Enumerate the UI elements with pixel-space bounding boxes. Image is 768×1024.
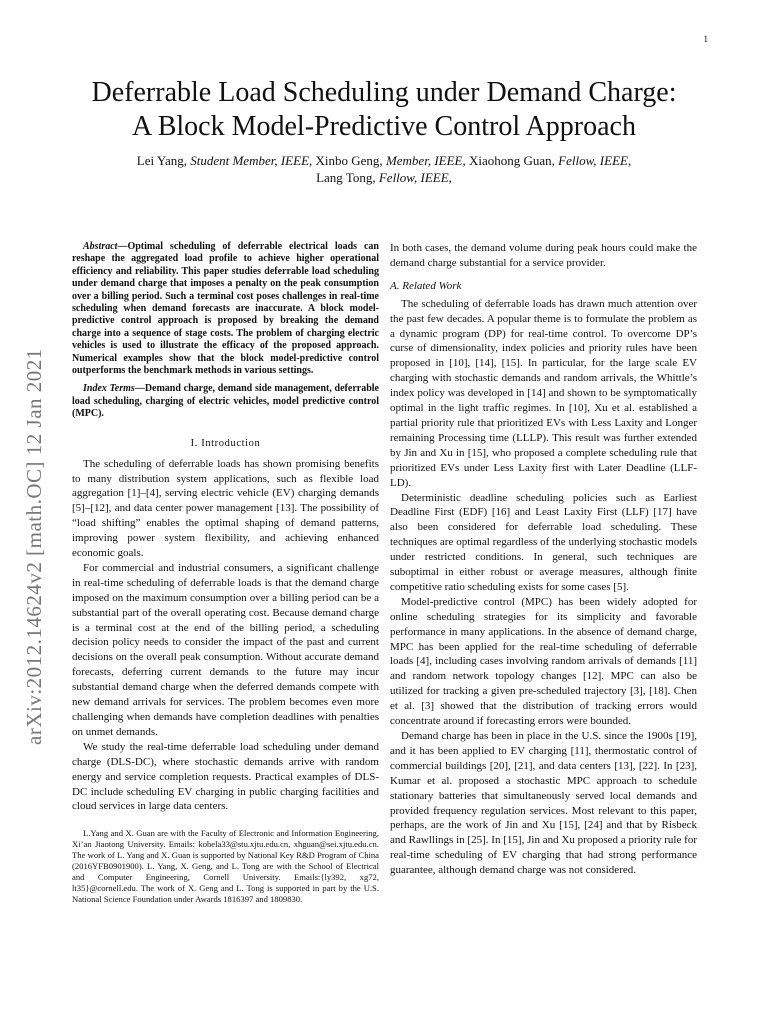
title-line-2: A Block Model-Predictive Control Approach bbox=[132, 111, 636, 142]
author-footnote: L.Yang and X. Guan are with the Faculty of Electronic and Information Engineering, Xi’an Jiaotong University. Emails: kobela33@stu.xjtu.edu.cn, xhguan@sei.xjtu.edu.cn. The work of L. Yang and X. Guan is supported by National Key R&D Program of China (2016YFB0901900). L. Yang, X. Geng, and L. Tong are with the School of Electrical and Computer Engineering, Cornell University. Emails:{ly392, xg72, lt35}@cornell.edu. The work of X. Geng and L. Tong is supported in part by the U.S. National Science Foundation under Awards 1816397 and 1809830. bbox=[72, 828, 379, 905]
author-name: Lei Yang, bbox=[136, 153, 191, 168]
left-column bbox=[72, 241, 379, 905]
related-work-paragraph-4: Demand charge has been in place in the U.S. since the 1900s [19], and it has been applied to EV charging [11], thermostatic control of commercial buildings [20], [21], and data centers [13], [22]. In [23], Kumar et al. proposed a stochastic MPC approach to schedule stationary batteries that simultaneously served local demands and provided frequency regulation services. Most relevant to this paper, perhaps, are the work of Jin and Xu [15], [24] and that by Risbeck and Rawllings in [25]. In [15], Jin and Xu proposed a priority rule for real-time scheduling of EV charging that had strong performance guarantee, although demand charge was not considered. bbox=[390, 730, 697, 877]
author-separator: , bbox=[627, 153, 632, 168]
right-column bbox=[390, 241, 697, 878]
paper-title bbox=[40, 76, 728, 144]
abstract bbox=[72, 241, 379, 377]
page-number: 1 bbox=[703, 34, 708, 44]
abstract-label: Abstract bbox=[83, 241, 118, 252]
subsection-heading-related-work: A. Related Work bbox=[390, 279, 462, 292]
author-affiliation: Fellow, IEEE bbox=[558, 153, 628, 168]
related-work-paragraph-2: Deterministic deadline scheduling policies such as Earliest Deadline First (EDF) [16] and Least Laxity First (LLF) [17] have also been considered for deferrable load scheduling. These techniques are optimal regardless of the underlying stochastic models under restricted conditions. In general, such techniques are suboptimal in either robust or average measures, although finite competitive ratio scheduling exists for some cases [5]. bbox=[390, 491, 697, 593]
section-heading-introduction: I. Introduction bbox=[190, 437, 261, 449]
title-line-1: Deferrable Load Scheduling under Demand Charge: bbox=[91, 77, 677, 108]
author-line-2 bbox=[60, 169, 708, 186]
author-line-1 bbox=[60, 152, 708, 169]
related-work-paragraph-3: Model-predictive control (MPC) has been widely adopted for online scheduling strategies for its simplicity and favorable performance in many applications. In the absence of demand charge, MPC has been applied for the real-time scheduling of deferrable loads [4], including cases involving random arrivals of demands [11] and random network topology changes [12]. MPC can also be utilized for tracking a given pre-scheduled trajectory [3], [18]. Chen et al. [3] showed that the distribution of tracking errors would concentrate around if forecasting errors were bounded. bbox=[390, 595, 697, 728]
author-name: , Xinbo Geng, bbox=[309, 153, 386, 168]
index-terms-label: Index Terms bbox=[83, 383, 135, 395]
intro-paragraph-3: We study the real-time deferrable load scheduling under demand charge (DLS-DC), where stochastic demands arrive with random energy and service completion requests. Practical examples of DLS-DC include scheduling EV charging in public charging facilities and cloud services in large data centers. bbox=[72, 740, 379, 813]
continued-paragraph: In both cases, the demand volume during peak hours could make the demand charge substantial for a service provider. bbox=[390, 242, 697, 269]
author-list bbox=[60, 152, 708, 186]
abstract-text: —Optimal scheduling of deferrable electrical loads can reshape the aggregated load profile to achieve higher operational efficiency and reliability. This paper studies deferrable load scheduling under demand charge that imposes a penalty on the peak consumption over a billing period. Such a terminal cost poses challenges in real-time scheduling when demand forecasts are inaccurate. A block model-predictive control approach is proposed by breaking the demand charge into a sequence of stage costs. The problem of charging electric vehicles is used to illustrate the efficacy of the proposed approach. Numerical examples show that the block model-predictive control outperforms the benchmark methods in various settings. bbox=[72, 241, 379, 377]
index-terms bbox=[72, 383, 379, 420]
author-affiliation: Member, IEEE bbox=[385, 153, 463, 168]
arxiv-identifier: arXiv:2012.14624v2 [math.OC] 12 Jan 2021 bbox=[22, 348, 46, 745]
author-separator: , bbox=[448, 170, 452, 185]
author-affiliation: Student Member, IEEE bbox=[190, 153, 310, 168]
author-affiliation: Fellow, IEEE bbox=[378, 170, 449, 185]
intro-paragraph-2: For commercial and industrial consumers, a significant challenge in real-time scheduling of deferrable loads is that the demand charge imposed on the maximum consumption over a billing period can be a substantial part of the overall operating cost. Because demand charge is a terminal cost at the end of the billing period, a scheduling decision policy needs to consider the impact of the past and current decisions on the overall peak consumption. Without accurate demand forecasts, deferring current demands to the future may incur substantial demand charge when the deferred demands compete with new demand arrivals for services. The problem becomes even more challenging when demands have completion deadlines with penalties on unmet demands. bbox=[72, 561, 379, 738]
author-name: , Xiaohong Guan, bbox=[462, 153, 559, 168]
author-name: Lang Tong, bbox=[316, 170, 379, 185]
related-work-paragraph-1: The scheduling of deferrable loads has drawn much attention over the past few decades. A popular theme is to formulate the problem as a dynamic program (DP) for real-time control. To overcome DP’s curse of dimensionality, index policies and priority rules have been proposed in [10], [14], [15]. In particular, for the large scale EV charging with stochastic demands and random arrivals, the Whittle’s index policy was developed in [14] and shown to be symptomatically optimal in the light traffic regimes. In [10], Xu et al. established a partial priority rule that prioritized EVs with Less Laxity and Longer remaining Processing time (LLLP). This result was further extended by Jin and Xu in [15], who proposed a complete scheduling rule that prioritized EVs under Less Laxity first with Later Deadline (LLF-LD). bbox=[390, 297, 697, 489]
intro-paragraph-1: The scheduling of deferrable loads has shown promising benefits to many distribution system applications, such as flexible load aggregation [1]–[4], serving electric vehicle (EV) charging demands [5]–[12], and data center power management [13]. The possibility of “load shifting” enables the optimal shaping of demand patterns, improving power system flexibility, and achieving enhanced economic goals. bbox=[72, 457, 379, 560]
index-terms-text: —Demand charge, demand side management, deferrable load scheduling, charging of electric vehicles, model predictive control (MPC). bbox=[72, 383, 379, 420]
